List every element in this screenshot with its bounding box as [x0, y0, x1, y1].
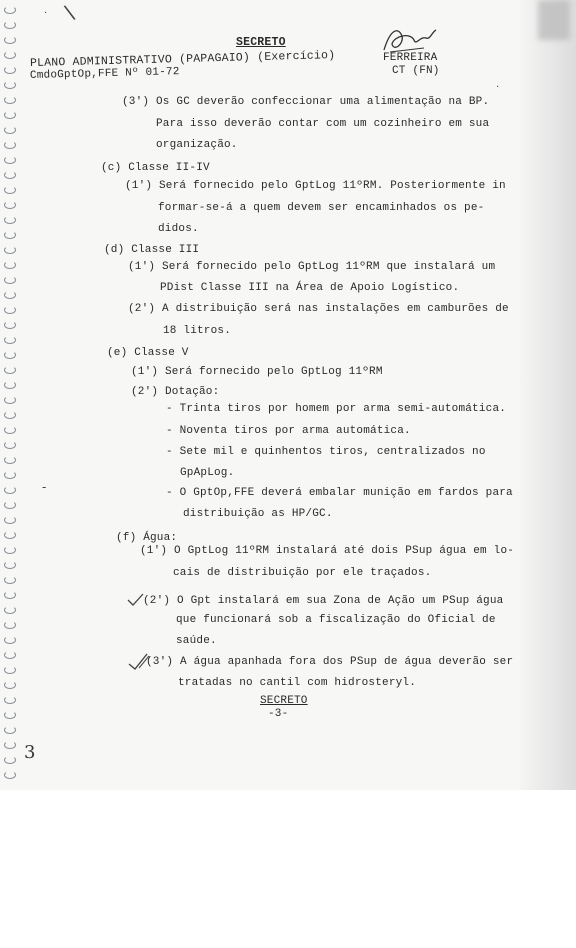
section-e-2-bullet1: - Trinta tiros por homem por arma semi-automática.	[166, 403, 507, 415]
binding-ring	[4, 201, 16, 209]
binding-ring	[4, 66, 16, 74]
binding-ring	[4, 531, 16, 539]
binding-ring	[4, 756, 16, 764]
binding-ring	[4, 486, 16, 494]
binding-ring	[4, 171, 16, 179]
binding-ring	[4, 741, 16, 749]
binding-ring	[4, 261, 16, 269]
section-f-title: (f) Água:	[116, 532, 178, 544]
binding-ring	[4, 366, 16, 374]
binding-ring	[4, 186, 16, 194]
section-e-2-bullet3-line2: GpApLog.	[180, 467, 235, 479]
binding-ring	[4, 651, 16, 659]
section-d-2-line1: (2') A distribuição será nas instalações em camburões de	[128, 303, 509, 315]
spiral-binding	[0, 0, 22, 790]
binding-ring	[4, 726, 16, 734]
binding-ring	[4, 576, 16, 584]
item-3-line1: (3') Os GC deverão confeccionar uma alimentação na BP.	[122, 96, 490, 108]
section-c-1-line2: formar-se-á a quem devem ser encaminhados os pe-	[158, 202, 485, 214]
blank-background	[0, 790, 576, 948]
section-d-2-line2: 18 litros.	[163, 325, 232, 337]
section-e-title: (e) Classe V	[107, 347, 189, 359]
binding-ring	[4, 231, 16, 239]
section-c-1-line3: didos.	[158, 223, 199, 235]
section-f-1-line2: cais de distribuição por ele traçados.	[173, 567, 432, 579]
section-e-1: (1') Será fornecido pelo GptLog 11ºRM	[131, 366, 383, 378]
section-e-2-bullet4-line1: - O GptOp,FFE deverá embalar munição em fardos para	[166, 487, 513, 499]
binding-ring	[4, 81, 16, 89]
binding-ring	[4, 681, 16, 689]
binding-ring	[4, 336, 16, 344]
binding-ring	[4, 351, 16, 359]
binding-ring	[4, 381, 16, 389]
binding-ring	[4, 6, 16, 14]
binding-ring	[4, 396, 16, 404]
classification-bottom: SECRETO	[260, 695, 308, 707]
section-e-2-bullet3-line1: - Sete mil e quinhentos tiros, centralizados no	[166, 446, 486, 458]
stray-dot: ·	[44, 8, 48, 19]
page-label: -3-	[268, 708, 289, 720]
binding-ring	[4, 711, 16, 719]
binding-ring	[4, 156, 16, 164]
stray-pen-mark: \	[62, 0, 77, 25]
binding-ring	[4, 696, 16, 704]
binding-ring	[4, 546, 16, 554]
section-d-title: (d) Classe III	[104, 244, 200, 256]
binding-ring	[4, 666, 16, 674]
binding-ring	[4, 21, 16, 29]
binding-ring	[4, 51, 16, 59]
plan-title: PLANO ADMINISTRATIVO (PAPAGAIO) (Exercício)	[29, 49, 336, 70]
binding-ring	[4, 621, 16, 629]
binding-ring	[4, 501, 16, 509]
item-3-line2: Para isso deverão contar com um cozinheiro em sua	[156, 118, 490, 130]
binding-ring	[4, 591, 16, 599]
section-f-2-line3: saúde.	[176, 635, 217, 647]
binding-ring	[4, 216, 16, 224]
section-f-1-line1: (1') O GptLog 11ºRM instalará até dois PSup água em lo-	[140, 545, 515, 557]
binding-ring	[4, 471, 16, 479]
page-edge-shadow	[520, 0, 576, 790]
binding-ring	[4, 246, 16, 254]
section-f-3-line1: (3') A água apanhada fora dos PSup de água deverão ser	[146, 656, 514, 668]
binding-ring	[4, 126, 16, 134]
section-e-2-bullet4-line2: distribuição as HP/GC.	[183, 508, 333, 520]
binding-ring	[4, 606, 16, 614]
item-3-line3: organização.	[156, 139, 238, 151]
binding-ring	[4, 276, 16, 284]
binding-ring	[4, 456, 16, 464]
binding-ring	[4, 36, 16, 44]
stray-mark: -	[42, 480, 47, 494]
stray-dot: ·	[496, 82, 500, 93]
binding-ring	[4, 111, 16, 119]
binding-ring	[4, 771, 16, 779]
section-f-3-line2: tratadas no cantil com hidrosteryl.	[178, 677, 417, 689]
section-c-title: (c) Classe II-IV	[101, 162, 210, 174]
binding-ring	[4, 636, 16, 644]
reference-number: CmdoGptOp,FFE Nº 01-72	[29, 66, 180, 82]
binding-ring	[4, 321, 16, 329]
binding-ring	[4, 516, 16, 524]
binding-ring	[4, 411, 16, 419]
binding-ring	[4, 141, 16, 149]
section-e-2-bullet2: - Noventa tiros por arma automática.	[166, 425, 411, 437]
section-d-1-line2: PDist Classe III na Área de Apoio Logístico.	[160, 282, 460, 294]
section-d-1-line1: (1') Será fornecido pelo GptLog 11ºRM que instalará um	[128, 261, 496, 273]
signature-rank: CT (FN)	[392, 65, 440, 77]
binding-ring	[4, 426, 16, 434]
binding-ring	[4, 441, 16, 449]
binding-ring	[4, 96, 16, 104]
section-f-2-line2: que funcionará sob a fiscalização do Oficial de	[176, 614, 496, 626]
section-e-2: (2') Dotação:	[131, 386, 220, 398]
binding-ring	[4, 306, 16, 314]
section-c-1-line1: (1') Será fornecido pelo GptLog 11ºRM. Posteriormente in	[125, 180, 506, 192]
signature-name: FERREIRA	[383, 52, 438, 64]
binding-ring	[4, 561, 16, 569]
section-f-2-line1: (2') O Gpt instalará em sua Zona de Ação um PSup água	[143, 595, 504, 607]
handwritten-page-number: 3	[24, 742, 36, 763]
classification-top: SECRETO	[236, 36, 286, 49]
binding-ring	[4, 291, 16, 299]
